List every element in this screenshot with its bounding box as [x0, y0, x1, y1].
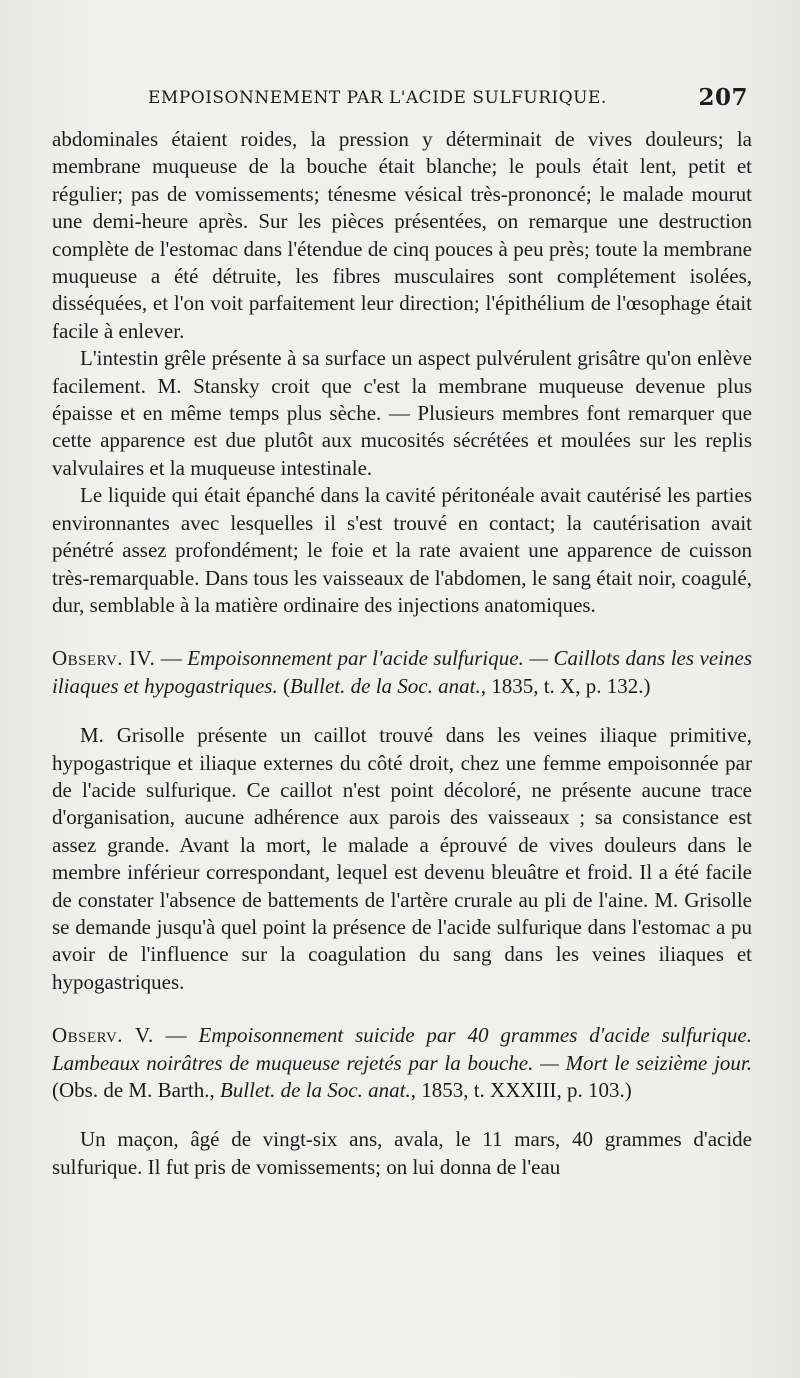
- paragraph-5: Un maçon, âgé de vingt-six ans, avala, le 11 mars, 40 grammes d'acide sulfurique. Il fut pris de vomissements; on lui donna de l'eau: [52, 1127, 752, 1179]
- obs5-ref-open: (Obs. de M. Barth.,: [52, 1078, 220, 1102]
- running-header: [148, 84, 748, 114]
- paragraph-1: abdominales étaient roides, la pression y déterminait de vives douleurs; la membrane muqueuse de la bouche était blanche; le pouls était lent, petit et régulier; pas de vomissements; ténesme vésical très-prononcé; le malade mourut une demi-heure après. Sur les pièces présentées, on remarque une destruction complète de l'estomac dans l'étendue de cinq pouces à peu près; toute la membrane muqueuse a été détruite, les fibres musculaires sont complétement isolées, disséquées, et l'on voit parfaitement leur direction; l'épithélium de l'œsophage était facile à enlever.: [52, 127, 752, 343]
- obs5-label: Observ. V.: [52, 1023, 154, 1048]
- page-number: 207: [698, 84, 748, 111]
- paragraph-2: L'intestin grêle présente à sa surface un aspect pulvérulent grisâtre qu'on enlève facilement. M. Stansky croit que c'est la membrane muqueuse devenue plus épaisse et en même temps plus sèche. — Plusieurs membres font remarquer que cette apparence est due plutôt aux mucosités sécrétées et moulées sur les replis valvulaires et la muqueuse intestinale.: [52, 346, 752, 480]
- obs4-label: Observ. IV.: [52, 646, 156, 671]
- obs5-ref-journal: Bullet. de la Soc. anat.: [219, 1078, 411, 1102]
- observation-4-heading: [52, 645, 752, 700]
- obs4-title: Empoisonnement par l'acide sulfurique. — Caillots dans les veines iliaques et hypogastriques.: [52, 646, 753, 698]
- obs4-ref-tail: , 1835, t. X, p. 132.): [480, 673, 651, 698]
- observation-5-heading: [52, 1022, 752, 1104]
- obs4-ref-journal: Bullet. de la Soc. anat.: [289, 673, 481, 698]
- obs4-ref-open: (: [277, 673, 290, 698]
- obs5-title: Empoisonnement suicide par 40 grammes d'acide sulfurique. Lambeaux noirâtres de muqueuse rejetés par la bouche. — Mort le seizième jour.: [52, 1023, 753, 1075]
- obs5-dash: —: [153, 1023, 199, 1048]
- header-title: EMPOISONNEMENT PAR L'ACIDE SULFURIQUE.: [148, 88, 607, 108]
- obs4-dash: —: [155, 646, 188, 671]
- obs5-ref-tail: , 1853, t. XXXIII, p. 103.): [410, 1078, 632, 1102]
- page-body: [52, 126, 752, 1181]
- paragraph-4: M. Grisolle présente un caillot trouvé dans les veines iliaque primitive, hypogastrique et iliaque externes du côté droit, chez une femme empoisonnée par de l'acide sulfurique. Ce caillot n'est point décoloré, ne présente aucune trace d'organisation, aucune adhérence aux parois des vaisseaux ; sa consistance est assez grande. Avant la mort, le malade a éprouvé de vives douleurs dans le membre inférieur correspondant, lequel est devenu bleuâtre et froid. Il a été facile de constater l'absence de battements de l'artère crurale au pli de l'aine. M. Grisolle se demande jusqu'à quel point la présence de l'acide sulfurique dans l'estomac a pu avoir de l'influence sur la coagulation du sang dans les veines iliaques et hypogastriques.: [52, 723, 752, 994]
- paragraph-3: Le liquide qui était épanché dans la cavité péritonéale avait cautérisé les parties environnantes avec lesquelles il s'est trouvé en contact; la cautérisation avait pénétré assez profondément; le foie et la rate avaient une apparence de cuisson très-remarquable. Dans tous les vaisseaux de l'abdomen, le sang était noir, coagulé, dur, semblable à la matière ordinaire des injections anatomiques.: [52, 483, 752, 617]
